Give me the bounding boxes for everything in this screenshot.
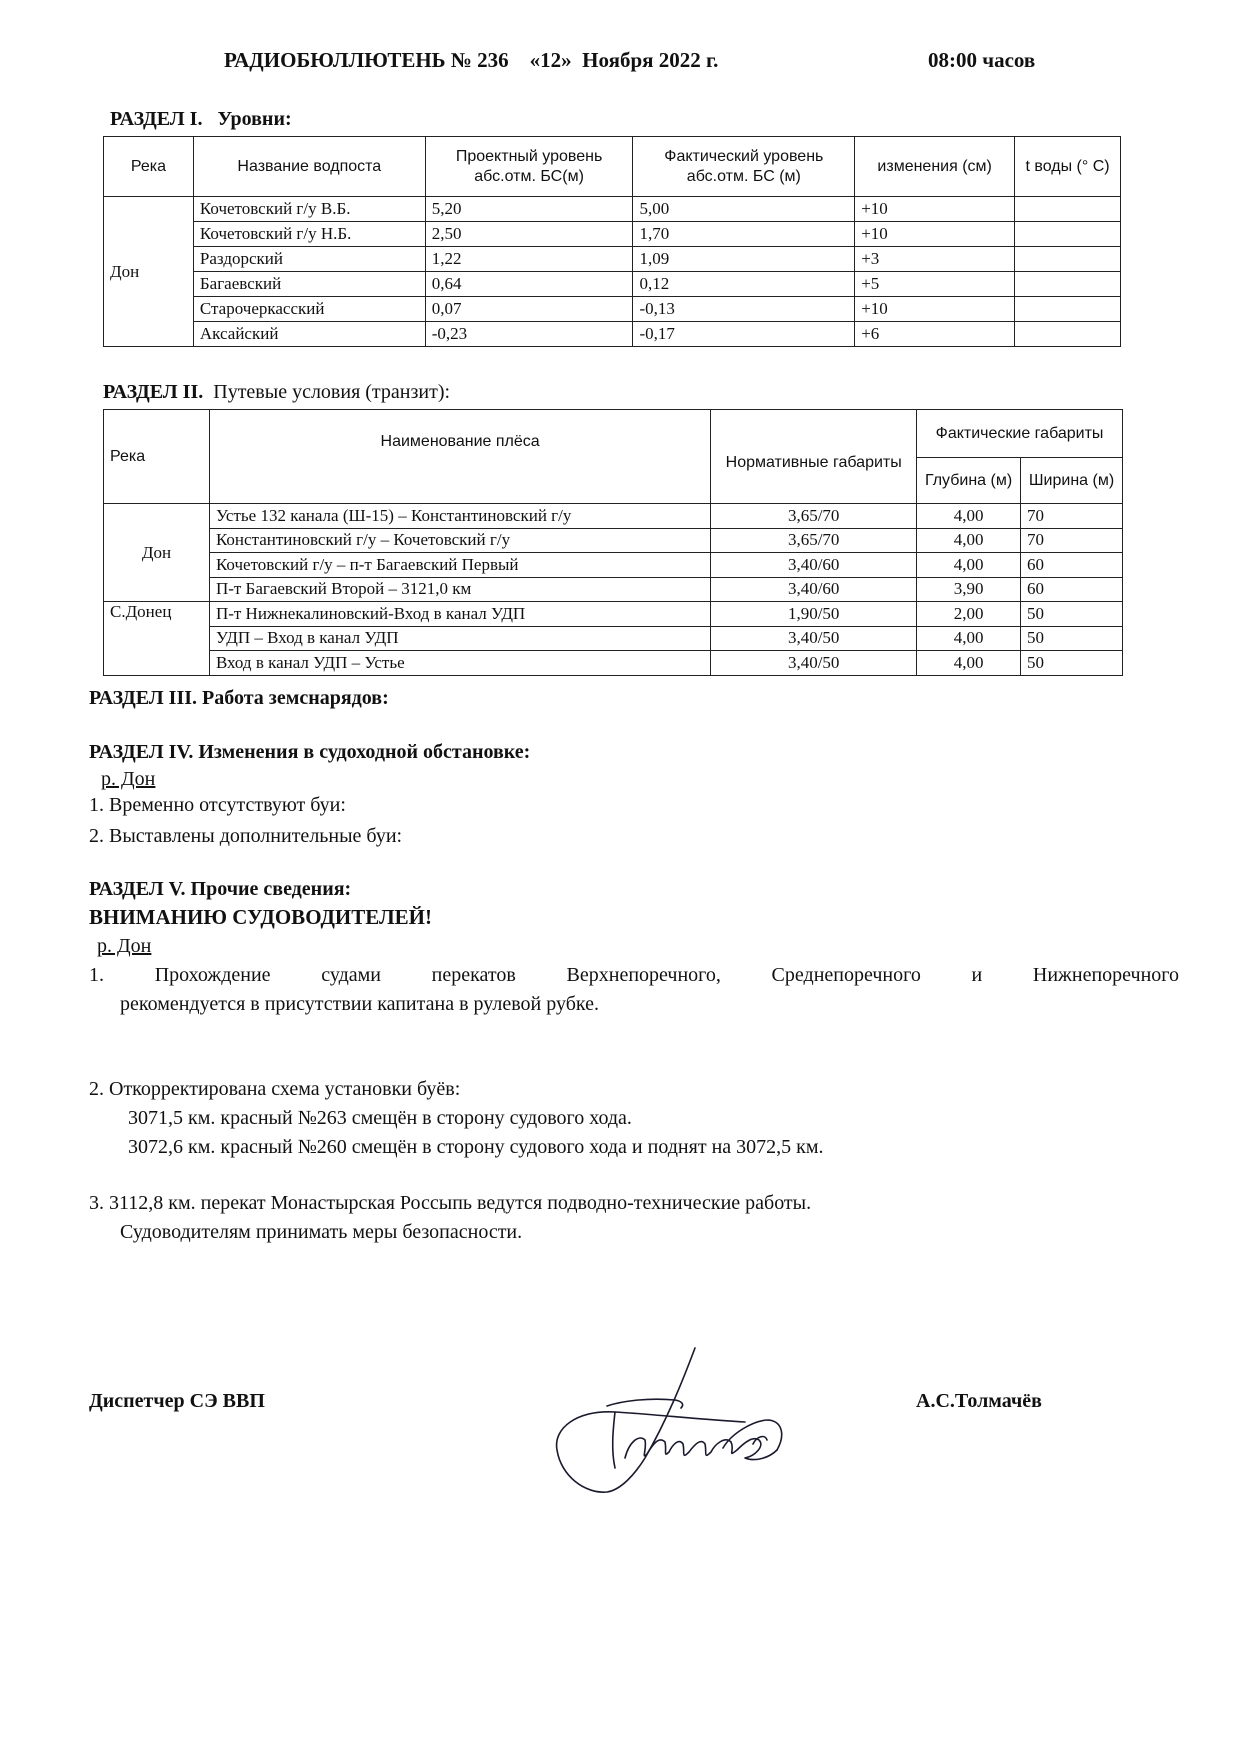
col-water-temp: t воды (° C) [1015,137,1121,197]
post-cell: Аксайский [193,322,425,347]
notice-2-line3: 3072,6 км. красный №260 смещён в сторону судового хода и поднят на 3072,5 км. [128,1136,824,1158]
bulletin-time: 08:00 часов [928,48,1036,72]
section5-river: р. Дон [97,935,152,957]
dispatcher-title: Диспетчер СЭ ВВП [89,1390,265,1412]
width-cell: 50 [1021,651,1123,676]
actual-cell: 0,12 [633,272,855,297]
post-cell: Багаевский [193,272,425,297]
notice-1-line2: рекомендуется в присутствии капитана в рулевой рубке. [120,993,599,1015]
post-cell: Кочетовский г/у Н.Б. [193,222,425,247]
section2-label: РАЗДЕЛ II. [103,381,204,403]
col-change: изменения (см) [855,137,1015,197]
table-row [104,602,1123,627]
depth-cell: 4,00 [917,626,1021,651]
norm-cell: 1,90/50 [711,602,917,627]
notice-2-line2: 3071,5 км. красный №263 смещён в сторону судового хода. [128,1107,632,1129]
dispatcher-name: А.С.Толмачёв [916,1390,1042,1412]
river-cell: Дон [104,504,210,602]
col-river: Река [104,137,194,197]
reach-cell: Устье 132 канала (Ш-15) – Константиновский г/у [209,504,710,529]
table-row [104,553,1123,578]
temp-cell [1015,297,1121,322]
temp-cell [1015,247,1121,272]
table-row [104,528,1123,553]
list-item: 1. Временно отсутствуют буи: [89,794,346,816]
design-cell: 0,64 [425,272,633,297]
bulletin-title: РАДИОБЮЛЛЮТЕНЬ № 236 «12» Ноября 2022 г. [224,48,719,72]
change-cell: +6 [855,322,1015,347]
depth-cell: 4,00 [917,528,1021,553]
transit-header-row [104,410,1123,458]
notice-3-line2: Судоводителям принимать меры безопасности. [120,1221,523,1243]
signature-icon [555,1340,805,1500]
col-post: Название водпоста [193,137,425,197]
section3-heading: РАЗДЕЛ III. Работа земснарядов: [89,687,389,709]
river-cell: Дон [104,197,194,347]
col-actual: Фактические габариты [917,410,1123,458]
notice-2-line1: 2. Откорректирована схема установки буёв: [89,1078,461,1100]
col-actual-level: Фактический уровень абс.отм. БС (м) [633,137,855,197]
table-row [104,322,1121,347]
change-cell: +10 [855,297,1015,322]
reach-cell: Константиновский г/у – Кочетовский г/у [209,528,710,553]
norm-cell: 3,65/70 [711,528,917,553]
design-cell: 1,22 [425,247,633,272]
reach-cell: Вход в канал УДП – Устье [209,651,710,676]
actual-cell: -0,17 [633,322,855,347]
post-cell: Старочеркасский [193,297,425,322]
width-cell: 60 [1021,553,1123,578]
change-cell: +3 [855,247,1015,272]
design-cell: 5,20 [425,197,633,222]
notice-3-line1: 3. 3112,8 км. перекат Монастырская Россыпь ведутся подводно-технические работы. [89,1192,812,1214]
post-cell: Кочетовский г/у В.Б. [193,197,425,222]
table-row [104,504,1123,529]
col-reach: Наименование плёса [209,410,710,504]
width-cell: 50 [1021,626,1123,651]
norm-cell: 3,65/70 [711,504,917,529]
col-design-level: Проектный уровень абс.отм. БС(м) [425,137,633,197]
post-cell: Раздорский [193,247,425,272]
actual-cell: 5,00 [633,197,855,222]
depth-cell: 3,90 [917,577,1021,602]
reach-cell: Кочетовский г/у – п-т Багаевский Первый [209,553,710,578]
table-row [104,651,1123,676]
depth-cell: 4,00 [917,504,1021,529]
reach-cell: УДП – Вход в канал УДП [209,626,710,651]
depth-cell: 4,00 [917,651,1021,676]
section2-title: Путевые условия (транзит): [213,381,451,403]
temp-cell [1015,322,1121,347]
temp-cell [1015,222,1121,247]
norm-cell: 3,40/60 [711,577,917,602]
change-cell: +10 [855,222,1015,247]
section1-label: РАЗДЕЛ I. [110,108,203,130]
width-cell: 70 [1021,504,1123,529]
section2-heading [103,381,450,404]
reach-cell: П-т Багаевский Второй – 3121,0 км [209,577,710,602]
depth-cell: 4,00 [917,553,1021,578]
section4-heading: РАЗДЕЛ IV. Изменения в судоходной обстановке: [89,741,531,763]
col-depth: Глубина (м) [917,458,1021,504]
section1-title: Уровни: [217,108,292,130]
norm-cell: 3,40/50 [711,626,917,651]
actual-cell: 1,09 [633,247,855,272]
temp-cell [1015,272,1121,297]
attention-heading: ВНИМАНИЮ СУДОВОДИТЕЛЕЙ! [89,905,432,929]
actual-cell: -0,13 [633,297,855,322]
list-item: 2. Выставлены дополнительные буи: [89,825,403,847]
table-row [104,247,1121,272]
change-cell: +5 [855,272,1015,297]
design-cell: -0,23 [425,322,633,347]
depth-cell: 2,00 [917,602,1021,627]
table-row [104,222,1121,247]
table-row [104,272,1121,297]
design-cell: 2,50 [425,222,633,247]
table-row [104,626,1123,651]
levels-table [103,136,1121,347]
temp-cell [1015,197,1121,222]
river-cell: С.Донец [104,602,210,676]
section4-river: р. Дон [101,768,156,790]
table-row [104,577,1123,602]
col-norm: Нормативные габариты [711,410,917,504]
table-row [104,197,1121,222]
width-cell: 60 [1021,577,1123,602]
width-cell: 70 [1021,528,1123,553]
levels-header-row [104,137,1121,197]
width-cell: 50 [1021,602,1123,627]
col-width: Ширина (м) [1021,458,1123,504]
reach-cell: П-т Нижнекалиновский-Вход в канал УДП [209,602,710,627]
design-cell: 0,07 [425,297,633,322]
change-cell: +10 [855,197,1015,222]
section5-heading: РАЗДЕЛ V. Прочие сведения: [89,878,352,900]
notice-1-line1: 1. Прохождение судами перекатов Верхнепоречного, Среднепоречного и Нижнепоречного [89,964,1179,986]
transit-table [103,409,1123,676]
norm-cell: 3,40/60 [711,553,917,578]
section1-heading [110,108,292,131]
norm-cell: 3,40/50 [711,651,917,676]
actual-cell: 1,70 [633,222,855,247]
table-row [104,297,1121,322]
col-river: Река [104,410,210,504]
